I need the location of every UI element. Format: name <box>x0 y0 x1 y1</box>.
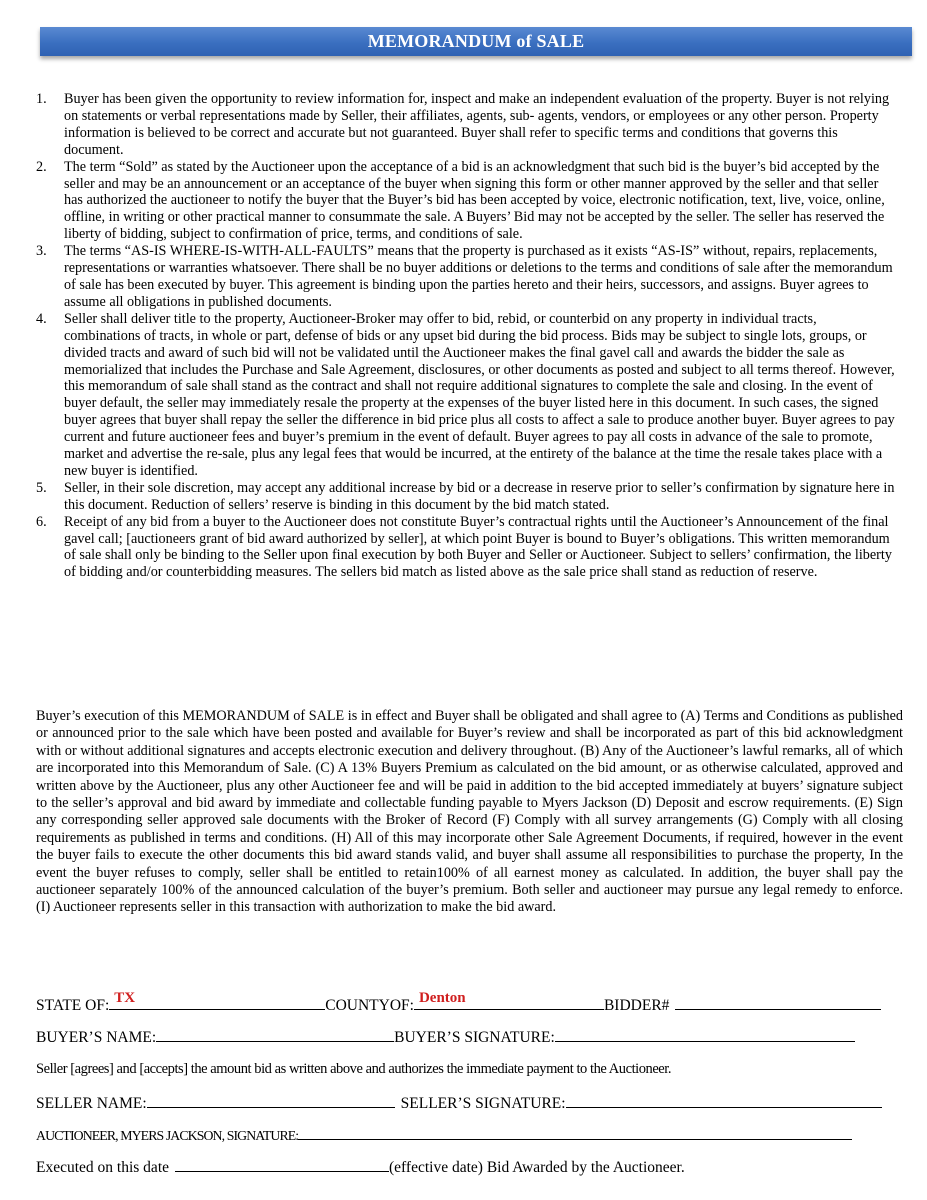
term-number: 3. <box>36 243 47 260</box>
county-label: COUNTYOF: <box>325 997 414 1014</box>
execution-paragraph: Buyer’s execution of this MEMORANDUM of SALE is in effect and Buyer shall be obligated and shall agree to (A) Terms and Conditions as published or announced prior to the sale which have been posted and available for Buyer’s review and shall be incorporated as part of this bid acknowledgment with or without additional signatures and accepts electronic execution and delivery throughout. (B) Any of the Auctioneer’s lawful remarks, all of which are incorporated into this Memorandum of Sale. (C) A 13% Buyers Premium as calculated on the bid amount, or as otherwise calculated, approved and written above by the Auctioneer, plus any other Auctioneer fee and will be paid in addition to the bid accepted immediately at buyers’ signature subject to the seller’s approval and bid award by immediate and collectable funding payable to Myers Jackson (D) Deposit and escrow requirements. (E) Sign any corresponding seller approved sale documents with the Broker of Record (F) Comply with all survey arrangements (G) Comply with all closing requirements as published in terms and conditions. (H) All of this may incorporate other Sale Agreement Documents, if required, however in the event the buyer fails to execute the other documents this bid award stands valid, and buyer shall assume all responsibilities to purchase the property, In the event the buyer refuses to comply, seller shall be entitled to retain100% of all earnest money as calculated. In addition, the buyer shall pay the auctioneer separately 100% of the announced calculation of the buyer’s premium. Both seller and auctioneer may pursue any legal remedy to enforce. (I) Auctioneer represents seller in this transaction with authorization to make the bid award. <box>36 708 903 916</box>
document-title-banner <box>40 27 912 56</box>
term-item <box>36 480 896 514</box>
seller-signature-label: SELLER’S SIGNATURE: <box>400 1095 566 1112</box>
effective-date-field[interactable] <box>175 1156 389 1172</box>
term-text: Receipt of any bid from a buyer to the Auctioneer does not constitute Buyer’s contractual rights until the Auctioneer’s Announcement of the final gavel call; [auctioneers grant of bid award authorized by seller], at which point Buyer is bound to Buyer’s obligations. This written memorandum of sale shall only be binding to the Seller upon final execution by both Buyer and Seller or Auctioneer. Subject to sellers’ confirmation, the liberty of bidding and/or counterbidding measures. The sellers bid match as listed above as the sale price shall stand as reduction of reserve. <box>64 513 892 581</box>
buyer-name-field[interactable] <box>156 1026 394 1042</box>
state-county-bidder-line <box>36 990 881 1016</box>
county-value: Denton <box>418 990 466 1006</box>
executed-line <box>36 1156 685 1178</box>
auctioneer-signature-field[interactable] <box>298 1124 852 1140</box>
executed-suffix: (effective date) Bid Awarded by the Auctioneer. <box>389 1159 685 1176</box>
auctioneer-signature-label: AUCTIONEER, MYERS JACKSON, SIGNATURE: <box>36 1128 299 1143</box>
bidder-field[interactable] <box>675 994 881 1010</box>
term-number: 5. <box>36 479 47 496</box>
term-number: 2. <box>36 158 47 175</box>
term-number: 6. <box>36 513 47 530</box>
document-title: MEMORANDUM of SALE <box>367 31 585 51</box>
seller-line <box>36 1092 882 1114</box>
term-text: Seller shall deliver title to the property, Auctioneer-Broker may offer to bid, rebid, or counterbid on any property in individual tracts, combinations of tracts, in whole or part, defense of bids or any upset bid during the bid process. Bids may be subject to single lots, groups, or divided tracts and award of such bid will not be validated until the Auctioneer makes the final gavel call and awards the bidder the sale as memorialized that includes the Purchase and Sale Agreement, disclosures, or other documents as posted and subject to all terms thereof. However, this memorandum of sale shall stand as the contract and shall not require additional signatures to complete the sale and closing. In the event of buyer default, the seller may immediately resale the property at the expenses of the buyer listed here in this document. In such cases, the signed buyer agrees that buyer shall repay the seller the difference in bid price plus all costs to affect a sale to produce another buyer. Buyer agrees to pay current and future auctioneer fees and buyer’s premium in the event of default. Buyer agrees to pay all costs in advance of the sale to promote, market and advertise the re-sale, plus any legal fees that would be incurred, at the entirety of the balance at the time the resale takes place with a new buyer is identified. <box>64 310 895 479</box>
state-value: TX <box>114 990 136 1006</box>
term-item <box>36 243 896 311</box>
seller-signature-field[interactable] <box>566 1092 882 1108</box>
term-text: The term “Sold” as stated by the Auctioneer upon the acceptance of a bid is an acknowledgment that such bid is the buyer’s bid accepted by the seller and may be an announcement or an acceptance of the buyer when signing this form or other manner approved by the seller and that seller has authorized the auctioneer to notify the buyer that the Buyer’s bid has been accepted by voice, electronic notification, text, live, voice, online, offline, in writing or other practical manner to consummate the sale. A Buyers’ Bid may not be accepted by the seller. The seller has reserved the liberty of bidding, subject to confirmation of price, terms, and conditions of sale. <box>64 158 885 243</box>
term-item <box>36 311 896 480</box>
term-item <box>36 91 896 159</box>
buyer-signature-field[interactable] <box>555 1026 855 1042</box>
seller-name-label: SELLER NAME: <box>36 1095 147 1112</box>
term-number: 4. <box>36 310 47 327</box>
seller-statement: Seller [agrees] and [accepts] the amount bid as written above and authorizes the immediate payment to the Auctioneer. <box>36 1061 672 1077</box>
term-number: 1. <box>36 91 47 107</box>
executed-prefix: Executed on this date <box>36 1159 169 1176</box>
term-text: Seller, in their sole discretion, may accept any additional increase by bid or a decrease in reserve prior to seller’s confirmation by signature here in this document. Reduction of sellers’ reserve is binding in this document by the bid match stated. <box>64 479 895 513</box>
terms-list <box>36 91 896 581</box>
state-label: STATE OF: <box>36 997 110 1014</box>
buyer-line <box>36 1026 855 1048</box>
county-field[interactable] <box>414 990 604 1010</box>
state-field[interactable] <box>109 990 325 1010</box>
term-text: Buyer has been given the opportunity to review information for, inspect and make an independent evaluation of the property. Buyer is not relying on statements or verbal representations made by Seller, their affiliates, agents, sub- agents, vendors, or employees or any other person. Property information is believed to be correct and accurate but not guaranteed. Buyer shall refer to specific terms and conditions that governs this document. <box>64 91 890 158</box>
auctioneer-line <box>36 1124 852 1146</box>
buyer-signature-label: BUYER’S SIGNATURE: <box>394 1029 555 1046</box>
buyer-name-label: BUYER’S NAME: <box>36 1029 157 1046</box>
term-text: The terms “AS-IS WHERE-IS-WITH-ALL-FAULTS” means that the property is purchased as it exists “AS-IS” without, repairs, replacements, representations or warranties whatsoever. There shall be no buyer additions or deletions to the terms and conditions of sale after the memorandum of sale has been executed by buyer. This agreement is binding upon the parties hereto and their heirs, successors, and assigns. Buyer agrees to assume all obligations in published documents. <box>64 243 893 310</box>
seller-name-field[interactable] <box>147 1092 395 1108</box>
term-item <box>36 514 896 582</box>
term-item <box>36 159 896 244</box>
bidder-label: BIDDER# <box>603 997 670 1014</box>
